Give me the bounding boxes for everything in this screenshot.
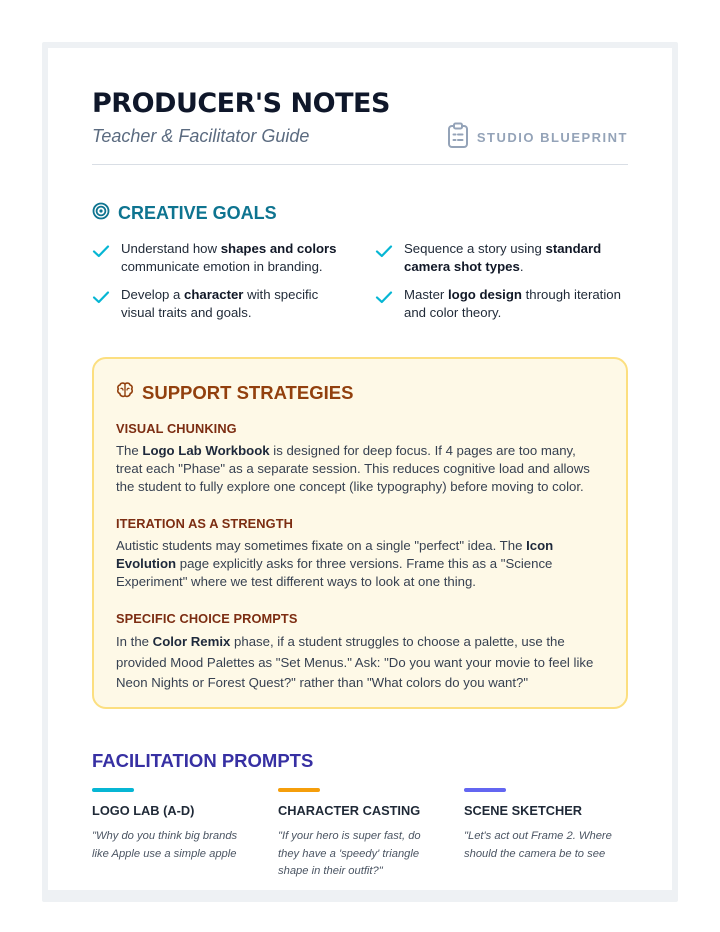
strategy-iteration [116, 516, 604, 591]
check-icon [92, 244, 112, 263]
support-strategies-heading [116, 381, 353, 404]
support-strategies-title: SUPPORT STRATEGIES [142, 381, 354, 403]
accent-bar [92, 788, 134, 792]
support-strategies-box [92, 357, 628, 709]
strategy-visual-chunking [116, 421, 604, 496]
strategy-choice-prompts [116, 611, 604, 694]
goal-text: Master logo design through iteration and color theory. [404, 287, 621, 320]
strategy-body: The Logo Lab Workbook is designed for deep focus. If 4 pages are too many, treat each "Phase" as a separate session. This reduces cognitive load and allows the student to fully explore one concept (like typography) before moving to color. [116, 443, 590, 494]
goal-item [375, 286, 628, 322]
document-page [48, 48, 672, 890]
target-icon [92, 202, 110, 225]
goal-text: Develop a character with specific visual traits and goals. [121, 287, 319, 320]
page-subtitle: Teacher & Facilitator Guide [92, 126, 310, 146]
header-divider [92, 164, 628, 165]
goal-text: Understand how shapes and colors communicate emotion in branding. [121, 241, 337, 274]
strategy-body: In the Color Remix phase, if a student struggles to choose a palette, use the provided Mood Palettes as "Set Menus." Ask: "Do you want your movie to feel like Neon Nights or Forest Quest?" rather than "What colors do you want?" [116, 634, 594, 690]
accent-bar [464, 788, 506, 792]
goal-text: Sequence a story using standard camera shot types. [404, 241, 602, 274]
facilitation-column-character-casting [278, 788, 442, 881]
goal-item [92, 286, 345, 322]
column-title: SCENE SKETCHER [464, 803, 583, 818]
facilitation-prompts-heading [92, 750, 313, 772]
column-quote: "Let's act out Frame 2. Where should the camera be to see [464, 830, 612, 860]
check-icon [375, 290, 395, 309]
facilitation-column-scene-sketcher [464, 788, 628, 881]
goal-item [375, 240, 628, 276]
column-title: LOGO LAB (A-D) [92, 803, 195, 818]
accent-bar [278, 788, 320, 792]
check-icon [92, 290, 112, 309]
goal-item [92, 240, 345, 276]
brand [447, 122, 628, 153]
creative-goals-heading [92, 202, 277, 225]
strategy-heading: ITERATION AS A STRENGTH [116, 516, 293, 531]
column-quote: "Why do you think big brands like Apple use a simple apple [92, 830, 238, 860]
column-quote: "If your hero is super fast, do they have a 'speedy' triangle shape in their outfit?" [278, 830, 421, 877]
strategy-body: Autistic students may sometimes fixate on a single "perfect" idea. The Icon Evolution page explicitly asks for three versions. Frame this as a "Science Experiment" where we test different ways to look at one thing. [116, 538, 554, 589]
creative-goals-title: CREATIVE GOALS [118, 203, 277, 223]
check-icon [375, 244, 395, 263]
clipboard-icon [447, 122, 469, 153]
facilitation-prompts-title: FACILITATION PROMPTS [92, 750, 314, 771]
facilitation-column-logo-lab [92, 788, 256, 881]
goals-list [92, 240, 628, 322]
brand-label: STUDIO BLUEPRINT [476, 130, 628, 145]
facilitation-columns [92, 788, 628, 881]
page-title: PRODUCER'S NOTES [92, 88, 390, 119]
strategy-heading: VISUAL CHUNKING [116, 421, 237, 436]
brain-icon [116, 381, 134, 404]
strategy-heading: SPECIFIC CHOICE PROMPTS [116, 611, 298, 626]
column-title: CHARACTER CASTING [278, 803, 421, 818]
